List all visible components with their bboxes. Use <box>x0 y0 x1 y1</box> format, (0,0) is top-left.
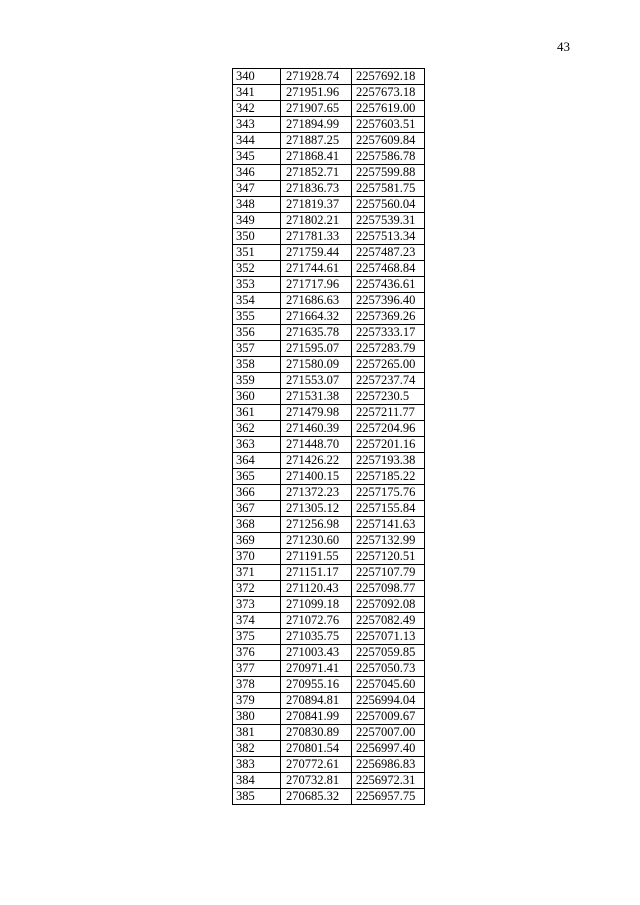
x-coordinate-cell: 271951.96 <box>281 85 352 101</box>
y-coordinate-cell: 2257059.85 <box>352 645 425 661</box>
x-coordinate-cell: 271553.07 <box>281 373 352 389</box>
x-coordinate-cell: 271907.65 <box>281 101 352 117</box>
y-coordinate-cell: 2256986.83 <box>352 757 425 773</box>
table-row <box>233 661 425 677</box>
table-row <box>233 677 425 693</box>
x-coordinate-cell: 271781.33 <box>281 229 352 245</box>
y-coordinate-cell: 2257007.00 <box>352 725 425 741</box>
point-number-cell: 348 <box>233 197 281 213</box>
point-number-cell: 359 <box>233 373 281 389</box>
point-number-cell: 343 <box>233 117 281 133</box>
table-row <box>233 373 425 389</box>
point-number-cell: 361 <box>233 405 281 421</box>
point-number-cell: 341 <box>233 85 281 101</box>
point-number-cell: 363 <box>233 437 281 453</box>
point-number-cell: 378 <box>233 677 281 693</box>
y-coordinate-cell: 2257120.51 <box>352 549 425 565</box>
y-coordinate-cell: 2257369.26 <box>352 309 425 325</box>
y-coordinate-cell: 2256994.04 <box>352 693 425 709</box>
point-number-cell: 360 <box>233 389 281 405</box>
x-coordinate-cell: 271852.71 <box>281 165 352 181</box>
y-coordinate-cell: 2257185.22 <box>352 469 425 485</box>
x-coordinate-cell: 270894.81 <box>281 693 352 709</box>
y-coordinate-cell: 2257201.16 <box>352 437 425 453</box>
table-row <box>233 405 425 421</box>
point-number-cell: 373 <box>233 597 281 613</box>
point-number-cell: 368 <box>233 517 281 533</box>
x-coordinate-cell: 271686.63 <box>281 293 352 309</box>
point-number-cell: 345 <box>233 149 281 165</box>
point-number-cell: 371 <box>233 565 281 581</box>
y-coordinate-cell: 2257396.40 <box>352 293 425 309</box>
table-row <box>233 597 425 613</box>
point-number-cell: 342 <box>233 101 281 117</box>
y-coordinate-cell: 2257560.04 <box>352 197 425 213</box>
y-coordinate-cell: 2257204.96 <box>352 421 425 437</box>
table-row <box>233 165 425 181</box>
table-row <box>233 389 425 405</box>
table-row <box>233 101 425 117</box>
x-coordinate-cell: 271894.99 <box>281 117 352 133</box>
y-coordinate-cell: 2256957.75 <box>352 789 425 805</box>
x-coordinate-cell: 270841.99 <box>281 709 352 725</box>
point-number-cell: 374 <box>233 613 281 629</box>
x-coordinate-cell: 271372.23 <box>281 485 352 501</box>
table-row <box>233 325 425 341</box>
y-coordinate-cell: 2256972.31 <box>352 773 425 789</box>
point-number-cell: 370 <box>233 549 281 565</box>
point-number-cell: 353 <box>233 277 281 293</box>
table-row <box>233 149 425 165</box>
y-coordinate-cell: 2257098.77 <box>352 581 425 597</box>
x-coordinate-cell: 271479.98 <box>281 405 352 421</box>
x-coordinate-cell: 271151.17 <box>281 565 352 581</box>
table-row <box>233 725 425 741</box>
x-coordinate-cell: 271836.73 <box>281 181 352 197</box>
table-row <box>233 789 425 805</box>
table-row <box>233 133 425 149</box>
x-coordinate-cell: 271099.18 <box>281 597 352 613</box>
y-coordinate-cell: 2257071.13 <box>352 629 425 645</box>
point-number-cell: 365 <box>233 469 281 485</box>
point-number-cell: 383 <box>233 757 281 773</box>
table-row <box>233 613 425 629</box>
point-number-cell: 366 <box>233 485 281 501</box>
point-number-cell: 355 <box>233 309 281 325</box>
point-number-cell: 344 <box>233 133 281 149</box>
page-number: 43 <box>557 39 570 54</box>
point-number-cell: 372 <box>233 581 281 597</box>
table-row <box>233 245 425 261</box>
table-row <box>233 197 425 213</box>
y-coordinate-cell: 2257265.00 <box>352 357 425 373</box>
x-coordinate-cell: 270732.81 <box>281 773 352 789</box>
table-row <box>233 645 425 661</box>
y-coordinate-cell: 2257487.23 <box>352 245 425 261</box>
y-coordinate-cell: 2257211.77 <box>352 405 425 421</box>
x-coordinate-cell: 270685.32 <box>281 789 352 805</box>
table-row <box>233 693 425 709</box>
y-coordinate-cell: 2257619.00 <box>352 101 425 117</box>
y-coordinate-cell: 2257513.34 <box>352 229 425 245</box>
x-coordinate-cell: 271635.78 <box>281 325 352 341</box>
x-coordinate-cell: 271305.12 <box>281 501 352 517</box>
x-coordinate-cell: 271256.98 <box>281 517 352 533</box>
y-coordinate-cell: 2257141.63 <box>352 517 425 533</box>
x-coordinate-cell: 271460.39 <box>281 421 352 437</box>
table-row <box>233 757 425 773</box>
point-number-cell: 350 <box>233 229 281 245</box>
x-coordinate-cell: 271400.15 <box>281 469 352 485</box>
point-number-cell: 364 <box>233 453 281 469</box>
point-number-cell: 351 <box>233 245 281 261</box>
x-coordinate-cell: 271928.74 <box>281 69 352 85</box>
y-coordinate-cell: 2257468.84 <box>352 261 425 277</box>
y-coordinate-cell: 2257539.31 <box>352 213 425 229</box>
coordinates-table-body <box>233 69 425 805</box>
x-coordinate-cell: 271448.70 <box>281 437 352 453</box>
y-coordinate-cell: 2257586.78 <box>352 149 425 165</box>
y-coordinate-cell: 2257107.79 <box>352 565 425 581</box>
y-coordinate-cell: 2257603.51 <box>352 117 425 133</box>
table-row <box>233 181 425 197</box>
y-coordinate-cell: 2257692.18 <box>352 69 425 85</box>
table-row <box>233 773 425 789</box>
y-coordinate-cell: 2257009.67 <box>352 709 425 725</box>
x-coordinate-cell: 271664.32 <box>281 309 352 325</box>
point-number-cell: 369 <box>233 533 281 549</box>
y-coordinate-cell: 2257082.49 <box>352 613 425 629</box>
x-coordinate-cell: 271191.55 <box>281 549 352 565</box>
y-coordinate-cell: 2257092.08 <box>352 597 425 613</box>
point-number-cell: 357 <box>233 341 281 357</box>
x-coordinate-cell: 271426.22 <box>281 453 352 469</box>
y-coordinate-cell: 2256997.40 <box>352 741 425 757</box>
y-coordinate-cell: 2257045.60 <box>352 677 425 693</box>
point-number-cell: 346 <box>233 165 281 181</box>
x-coordinate-cell: 270955.16 <box>281 677 352 693</box>
x-coordinate-cell: 271595.07 <box>281 341 352 357</box>
x-coordinate-cell: 271802.21 <box>281 213 352 229</box>
point-number-cell: 382 <box>233 741 281 757</box>
point-number-cell: 349 <box>233 213 281 229</box>
table-row <box>233 341 425 357</box>
table-row <box>233 741 425 757</box>
y-coordinate-cell: 2257175.76 <box>352 485 425 501</box>
table-row <box>233 501 425 517</box>
table-row <box>233 517 425 533</box>
x-coordinate-cell: 271759.44 <box>281 245 352 261</box>
table-row <box>233 629 425 645</box>
x-coordinate-cell: 271230.60 <box>281 533 352 549</box>
table-row <box>233 437 425 453</box>
x-coordinate-cell: 271531.38 <box>281 389 352 405</box>
x-coordinate-cell: 271580.09 <box>281 357 352 373</box>
y-coordinate-cell: 2257050.73 <box>352 661 425 677</box>
x-coordinate-cell: 270801.54 <box>281 741 352 757</box>
table-row <box>233 261 425 277</box>
table-row <box>233 309 425 325</box>
point-number-cell: 380 <box>233 709 281 725</box>
point-number-cell: 384 <box>233 773 281 789</box>
y-coordinate-cell: 2257193.38 <box>352 453 425 469</box>
point-number-cell: 367 <box>233 501 281 517</box>
point-number-cell: 354 <box>233 293 281 309</box>
table-row <box>233 469 425 485</box>
y-coordinate-cell: 2257599.88 <box>352 165 425 181</box>
x-coordinate-cell: 271072.76 <box>281 613 352 629</box>
x-coordinate-cell: 270971.41 <box>281 661 352 677</box>
x-coordinate-cell: 271887.25 <box>281 133 352 149</box>
y-coordinate-cell: 2257436.61 <box>352 277 425 293</box>
x-coordinate-cell: 270772.61 <box>281 757 352 773</box>
y-coordinate-cell: 2257609.84 <box>352 133 425 149</box>
point-number-cell: 385 <box>233 789 281 805</box>
x-coordinate-cell: 271819.37 <box>281 197 352 213</box>
coordinates-table <box>232 68 425 805</box>
x-coordinate-cell: 271120.43 <box>281 581 352 597</box>
y-coordinate-cell: 2257333.17 <box>352 325 425 341</box>
table-row <box>233 421 425 437</box>
point-number-cell: 340 <box>233 69 281 85</box>
point-number-cell: 375 <box>233 629 281 645</box>
table-row <box>233 453 425 469</box>
point-number-cell: 356 <box>233 325 281 341</box>
table-row <box>233 69 425 85</box>
table-row <box>233 229 425 245</box>
table-row <box>233 485 425 501</box>
y-coordinate-cell: 2257230.5 <box>352 389 425 405</box>
x-coordinate-cell: 271868.41 <box>281 149 352 165</box>
y-coordinate-cell: 2257237.74 <box>352 373 425 389</box>
point-number-cell: 358 <box>233 357 281 373</box>
table-row <box>233 117 425 133</box>
table-row <box>233 277 425 293</box>
table-row <box>233 293 425 309</box>
table-row <box>233 357 425 373</box>
table-row <box>233 565 425 581</box>
point-number-cell: 362 <box>233 421 281 437</box>
x-coordinate-cell: 271744.61 <box>281 261 352 277</box>
table-row <box>233 85 425 101</box>
point-number-cell: 377 <box>233 661 281 677</box>
y-coordinate-cell: 2257283.79 <box>352 341 425 357</box>
table-row <box>233 533 425 549</box>
x-coordinate-cell: 271717.96 <box>281 277 352 293</box>
y-coordinate-cell: 2257581.75 <box>352 181 425 197</box>
point-number-cell: 347 <box>233 181 281 197</box>
y-coordinate-cell: 2257673.18 <box>352 85 425 101</box>
table-row <box>233 549 425 565</box>
point-number-cell: 381 <box>233 725 281 741</box>
point-number-cell: 376 <box>233 645 281 661</box>
point-number-cell: 379 <box>233 693 281 709</box>
table-row <box>233 581 425 597</box>
y-coordinate-cell: 2257132.99 <box>352 533 425 549</box>
x-coordinate-cell: 270830.89 <box>281 725 352 741</box>
y-coordinate-cell: 2257155.84 <box>352 501 425 517</box>
x-coordinate-cell: 271003.43 <box>281 645 352 661</box>
x-coordinate-cell: 271035.75 <box>281 629 352 645</box>
table-row <box>233 213 425 229</box>
point-number-cell: 352 <box>233 261 281 277</box>
table-row <box>233 709 425 725</box>
